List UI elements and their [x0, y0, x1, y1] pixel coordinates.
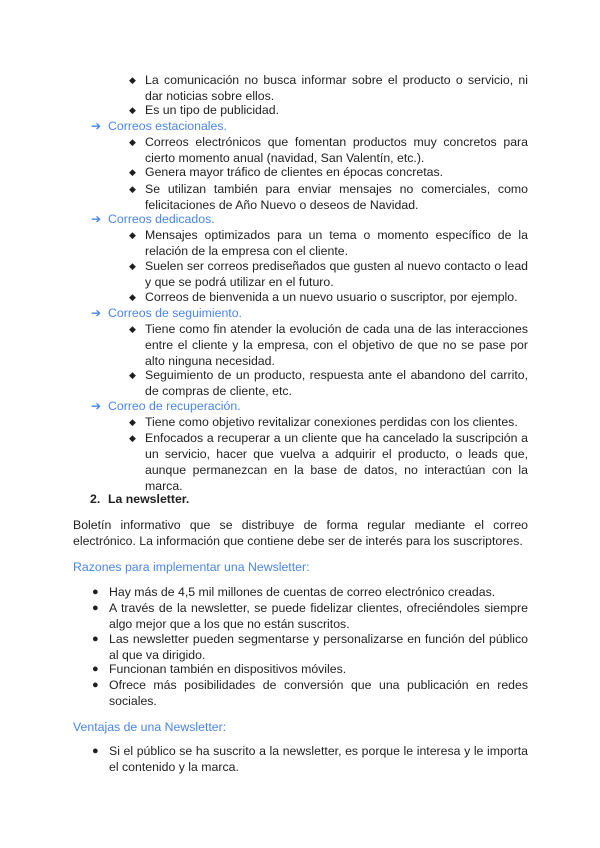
- list-item: Se utilizan también para enviar mensajes no comerciales, como felicitaciones de Año Nuevo o deseos de Navidad.: [145, 182, 528, 212]
- bullet-diamond: ◆: [129, 324, 136, 334]
- bullet-diamond: ◆: [129, 184, 136, 194]
- list-item: Funcionan también en dispositivos móviles.: [109, 662, 347, 676]
- list-item: Es un tipo de publicidad.: [145, 103, 279, 117]
- list-item: La comunicación no busca informar sobre el producto o servicio, ni dar noticias sobre ellos.: [145, 73, 528, 103]
- bullet-dot: ●: [92, 602, 99, 614]
- list-item: Correos electrónicos que fomentan productos muy concretos para cierto momento anual (navidad, San Valentín, etc.).: [145, 135, 528, 165]
- list-item: Genera mayor tráfico de clientes en épocas concretas.: [145, 165, 444, 179]
- bullet-diamond: ◆: [129, 167, 136, 177]
- reasons-title: Razones para implementar una Newsletter:: [73, 560, 310, 574]
- section-title-recuperacion: Correo de recuperación.: [108, 399, 241, 413]
- bullet-dot: ●: [92, 679, 99, 691]
- bullet-diamond: ◆: [129, 105, 136, 115]
- heading-number: 2.: [90, 492, 101, 506]
- list-item: Hay más de 4,5 mil millones de cuentas de correo electrónico creadas.: [109, 585, 496, 599]
- bullet-diamond: ◆: [129, 137, 136, 147]
- bullet-dot: ●: [92, 663, 99, 675]
- list-item: Suelen ser correos prediseñados que gusten al nuevo contacto o lead y que se podrá utilizar en el futuro.: [145, 259, 528, 289]
- section-title-dedicados: Correos dedicados.: [108, 212, 215, 226]
- arrow-icon: ➔: [91, 212, 102, 226]
- bullet-diamond: ◆: [129, 417, 136, 427]
- list-item: Tiene como fin atender la evolución de cada una de las interacciones entre el cliente y la empresa, con el objetivo de que no se pase por alto ninguna necesidad.: [145, 322, 528, 368]
- list-item: Tiene como objetivo revitalizar conexiones perdidas con los clientes.: [145, 415, 518, 429]
- list-item: Mensajes optimizados para un tema o momento específico de la relación de la empresa con el cliente.: [145, 228, 528, 258]
- bullet-diamond: ◆: [129, 292, 136, 302]
- bullet-dot: ●: [92, 745, 99, 757]
- bullet-diamond: ◆: [129, 370, 136, 380]
- advantages-title: Ventajas de una Newsletter:: [73, 720, 227, 734]
- list-item: Si el público se ha suscrito a la newsletter, es porque le interesa y le importa el contenido y la marca.: [109, 744, 528, 774]
- list-item: Las newsletter pueden segmentarse y personalizarse en función del público al que va dirigido.: [109, 632, 528, 662]
- bullet-diamond: ◆: [129, 433, 136, 443]
- bullet-dot: ●: [92, 586, 99, 598]
- bullet-diamond: ◆: [129, 75, 136, 85]
- list-item: A través de la newsletter, se puede fidelizar clientes, ofreciéndoles siempre algo mejor que a los que no están suscritos.: [109, 601, 528, 631]
- list-item: Enfocados a recuperar a un cliente que ha cancelado la suscripción a un servicio, hacer que vuelva a adquirir el producto, o leads que, aunque permanezcan en la base de datos, no interactúan con la marca.: [145, 431, 528, 493]
- bullet-diamond: ◆: [129, 230, 136, 240]
- bullet-diamond: ◆: [129, 261, 136, 271]
- section-title-estacionales: Correos estacionales.: [108, 119, 227, 133]
- list-item: Correos de bienvenida a un nuevo usuario o suscriptor, por ejemplo.: [145, 290, 518, 304]
- arrow-icon: ➔: [91, 306, 102, 320]
- section-title-seguimiento: Correos de seguimiento.: [108, 306, 242, 320]
- newsletter-description: Boletín informativo que se distribuye de forma regular mediante el correo electrónico. La información que contiene debe ser de interés para los suscriptores.: [73, 518, 528, 548]
- bullet-dot: ●: [92, 633, 99, 645]
- arrow-icon: ➔: [91, 399, 102, 413]
- heading-newsletter: La newsletter.: [108, 492, 190, 506]
- list-item: Seguimiento de un producto, respuesta ante el abandono del carrito, de compras de cliente, etc.: [145, 368, 528, 398]
- arrow-icon: ➔: [91, 119, 102, 133]
- list-item: Ofrece más posibilidades de conversión que una publicación en redes sociales.: [109, 678, 528, 708]
